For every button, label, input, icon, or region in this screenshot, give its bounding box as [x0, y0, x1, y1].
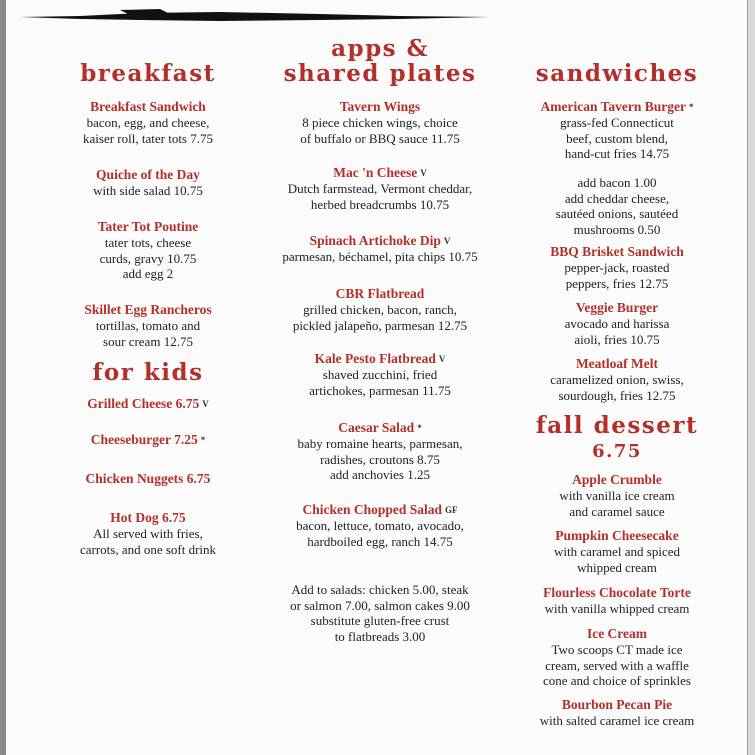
menu-item-description: pepper-jack, roasted — [564, 260, 670, 275]
dietary-mark: V — [438, 354, 446, 364]
menu-item-name: Pumpkin Cheesecake — [555, 528, 679, 543]
menu-item-description: carrots, and one soft drink — [79, 541, 217, 557]
menu-item — [293, 286, 467, 333]
menu-item — [550, 356, 684, 403]
menu-item-description: curds, gravy 10.75 — [99, 250, 197, 266]
menu-item — [86, 471, 211, 487]
menu-item — [80, 510, 216, 557]
section-heading: shared plates — [283, 60, 477, 87]
menu-item-name: Tater Tot Poutine — [97, 219, 199, 234]
menu-item — [543, 585, 691, 617]
menu-item — [554, 528, 680, 575]
brush-stroke-decoration — [20, 8, 490, 22]
menu-item-description: sour cream 12.75 — [103, 333, 193, 349]
menu-item-name: Apple Crumble — [572, 472, 662, 487]
menu-item — [298, 420, 463, 483]
menu-item-description: tater tots, cheese — [104, 235, 192, 250]
menu-item-name: Ice Cream — [586, 626, 648, 641]
menu-item-description: add bacon 1.00 — [577, 175, 657, 190]
menu-item-description: add egg 2 — [122, 266, 174, 281]
menu-item-description: Add to salads: chicken 5.00, steak — [291, 582, 469, 597]
menu-item-name: Flourless Chocolate Torte — [543, 585, 691, 600]
menu-item-name: Bourbon Pecan Pie — [561, 697, 673, 712]
menu-item-description: baby romaine hearts, parmesan, — [297, 436, 463, 451]
menu-item-name: BBQ Brisket Sandwich — [550, 244, 684, 259]
menu-item — [541, 99, 694, 162]
menu-item — [83, 99, 213, 146]
menu-item — [540, 697, 694, 729]
menu-item-description: peppers, fries 12.75 — [565, 275, 669, 291]
menu-item-description: hand-cut fries 14.75 — [564, 146, 670, 161]
menu-item — [296, 502, 464, 549]
menu-item-name: Grilled Cheese 6.75 — [87, 396, 200, 411]
menu-item-name: Tavern Wings — [339, 99, 421, 114]
menu-item-name: Spinach Artichoke Dip — [309, 233, 441, 248]
menu-item-description: avocado and harissa — [564, 316, 670, 331]
menu-item-name: Kale Pesto Flatbread — [314, 351, 436, 366]
menu-item — [559, 472, 674, 519]
menu-item-description: Two scoops CT made ice — [551, 642, 683, 657]
menu-item-description: sautéed onions, sautéed — [555, 206, 679, 221]
menu-item — [556, 175, 678, 237]
menu-item — [282, 233, 477, 265]
menu-item-description: shaved zucchini, fried — [322, 367, 438, 382]
menu-item-description: cream, served with a waffle — [545, 657, 689, 673]
menu-item-description: artichokes, parmesan 11.75 — [309, 382, 451, 398]
menu-item — [98, 219, 199, 282]
menu-item-name: Hot Dog 6.75 — [110, 510, 186, 525]
menu-item — [565, 300, 670, 347]
menu-item-description: bacon, egg, and cheese, — [86, 115, 210, 130]
section-heading: breakfast — [80, 60, 216, 87]
menu-item-description: with caramel and spiced — [554, 544, 680, 559]
menu-item — [288, 165, 472, 212]
menu-item-name: Meatloaf Melt — [575, 356, 659, 371]
dietary-mark: V — [420, 168, 427, 178]
menu-item-description: pickled jalapeño, parmesan 12.75 — [292, 317, 468, 333]
menu-item — [91, 432, 206, 448]
menu-item-description: with vanilla whipped cream — [544, 601, 690, 616]
menu-item-description: of buffalo or BBQ sauce 11.75 — [300, 130, 460, 146]
menu-item — [87, 396, 209, 412]
menu-item-description: parmesan, béchamel, pita chips 10.75 — [282, 249, 478, 264]
menu-item-description: mushrooms 0.50 — [573, 221, 661, 237]
menu-item-description: with salted caramel ice cream — [539, 713, 695, 728]
menu-item-name: Breakfast Sandwich — [90, 99, 206, 114]
menu-item-name: Chicken Chopped Salad — [302, 502, 443, 517]
menu-item-name: Cheeseburger 7.25 — [90, 432, 198, 447]
menu-item-description: add anchovies 1.25 — [329, 467, 430, 482]
menu-item-description: add cheddar cheese, — [564, 190, 670, 206]
menu-item-description: sourdough, fries 12.75 — [558, 387, 676, 403]
menu-item-description: or salmon 7.00, salmon cakes 9.00 — [290, 597, 470, 613]
menu-item-description: to flatbreads 3.00 — [334, 628, 426, 644]
menu-item — [309, 351, 451, 398]
menu-item-description: aioli, fries 10.75 — [574, 331, 660, 347]
menu-item-name: Mac 'n Cheese — [333, 165, 418, 180]
menu-item — [550, 244, 684, 291]
menu-item — [290, 582, 470, 644]
menu-item-description: 8 piece chicken wings, choice — [302, 115, 458, 130]
menu-item-name: Caesar Salad — [338, 420, 415, 435]
menu-item-description: substitute gluten-free crust — [310, 613, 450, 628]
menu-item — [93, 167, 203, 199]
menu-item-name: Chicken Nuggets 6.75 — [85, 471, 211, 486]
menu-item-description: cone and choice of sprinkles — [542, 673, 692, 688]
dietary-mark: * — [688, 102, 694, 112]
menu-item-description: grilled chicken, bacon, ranch, — [303, 302, 457, 317]
menu-item-description: All served with fries, — [93, 526, 203, 541]
section-heading: for kids — [92, 359, 204, 386]
menu-item-description: and caramel sauce — [569, 503, 665, 519]
page-edge-right — [747, 0, 755, 755]
menu-item-name: American Tavern Burger — [540, 99, 686, 114]
menu-item-description: hardboiled egg, ranch 14.75 — [307, 533, 453, 549]
menu-item-description: kaiser roll, tater tots 7.75 — [83, 130, 213, 146]
dietary-mark: V — [202, 399, 209, 409]
section-heading: sandwiches — [535, 60, 699, 87]
dietary-mark: GF — [445, 505, 458, 515]
dietary-mark: * — [417, 423, 422, 433]
menu-item — [300, 99, 460, 146]
menu-item-description: grass-fed Connecticut — [560, 115, 674, 130]
menu-item-description: Dutch farmstead, Vermont cheddar, — [287, 181, 473, 196]
menu-item-name: CBR Flatbread — [335, 286, 425, 301]
menu-item — [84, 302, 211, 349]
menu-item-description: herbed breadcrumbs 10.75 — [310, 196, 450, 212]
page-edge-left — [0, 0, 6, 755]
menu-item-name: Veggie Burger — [575, 300, 659, 315]
menu-item-description: with side salad 10.75 — [93, 183, 203, 198]
menu-item-description: with vanilla ice cream — [559, 488, 675, 503]
section-heading: fall dessert — [535, 412, 699, 439]
menu-item-description: beef, custom blend, — [566, 130, 668, 146]
dietary-mark: V — [443, 236, 451, 246]
menu-item-name: Skillet Egg Rancheros — [84, 302, 212, 317]
dietary-mark: * — [200, 435, 206, 445]
section-heading: apps & — [331, 35, 429, 62]
menu-item-description: bacon, lettuce, tomato, avocado, — [296, 518, 464, 533]
menu-item — [543, 626, 691, 689]
menu-item-name: Quiche of the Day — [96, 167, 200, 182]
section-heading: 6.75 — [592, 441, 642, 462]
menu-item-description: caramelized onion, swiss, — [550, 372, 684, 387]
menu-item-description: tortillas, tomato and — [95, 318, 201, 333]
menu-item-description: radishes, croutons 8.75 — [320, 451, 440, 467]
menu-item-description: whipped cream — [577, 559, 657, 575]
